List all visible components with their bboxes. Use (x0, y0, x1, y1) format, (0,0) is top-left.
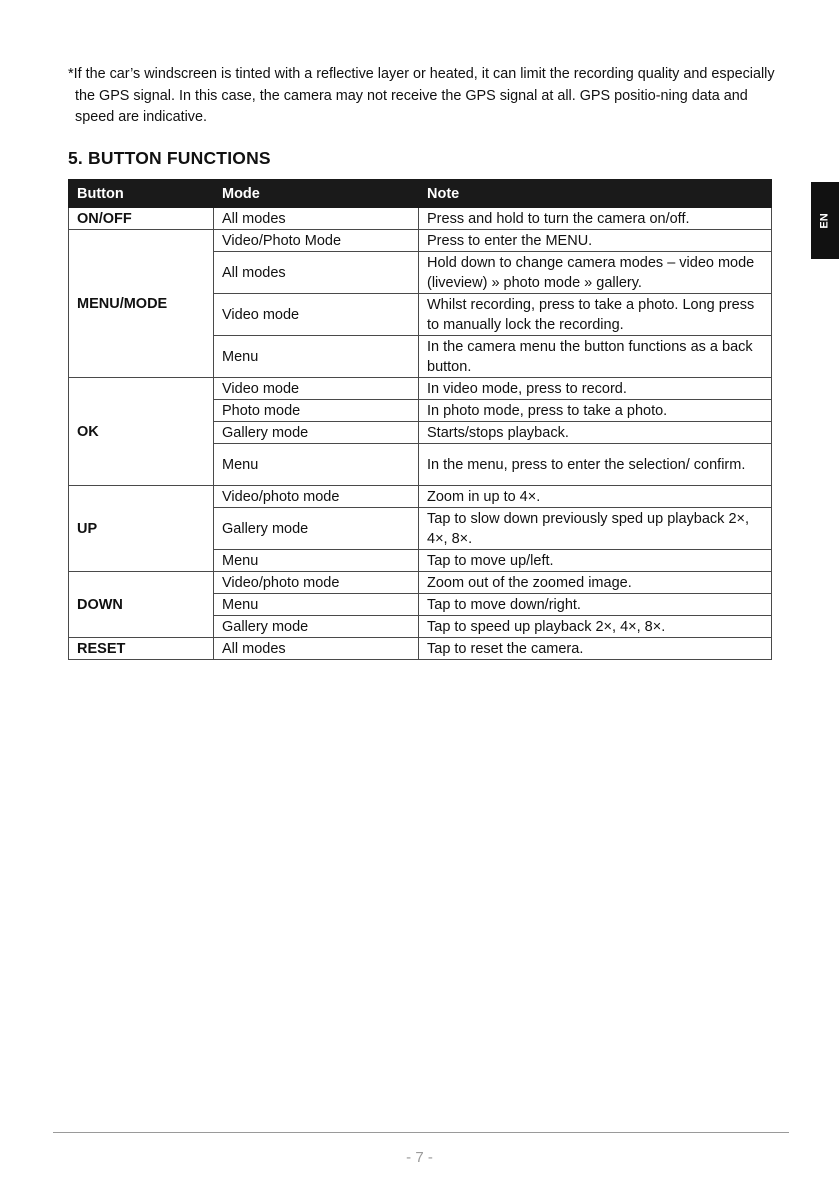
note-cell: Zoom in up to 4×. (419, 486, 772, 508)
language-tab (811, 182, 839, 259)
note-cell: Starts/stops playback. (419, 422, 772, 444)
mode-cell: Video/Photo Mode (214, 230, 419, 252)
note-cell: In the camera menu the button functions as a back button. (419, 336, 772, 378)
mode-cell: Menu (214, 444, 419, 486)
button-cell: RESET (69, 638, 214, 660)
table-row (69, 638, 772, 660)
table-row (69, 208, 772, 230)
button-cell: DOWN (69, 572, 214, 638)
note-cell: Tap to move down/right. (419, 594, 772, 616)
note-cell: Press to enter the MENU. (419, 230, 772, 252)
table-row (69, 378, 772, 400)
note-cell: Press and hold to turn the camera on/off. (419, 208, 772, 230)
mode-cell: Video mode (214, 294, 419, 336)
table-row (69, 230, 772, 252)
note-cell: Zoom out of the zoomed image. (419, 572, 772, 594)
table-header-row (69, 180, 772, 208)
note-cell: Tap to reset the camera. (419, 638, 772, 660)
button-cell: UP (69, 486, 214, 572)
header-mode: Mode (214, 180, 419, 208)
mode-cell: Photo mode (214, 400, 419, 422)
header-note: Note (419, 180, 772, 208)
note-cell: Tap to speed up playback 2×, 4×, 8×. (419, 616, 772, 638)
header-button: Button (69, 180, 214, 208)
note-cell: Hold down to change camera modes – video mode (liveview) » photo mode » gallery. (419, 252, 772, 294)
table-row (69, 486, 772, 508)
mode-cell: All modes (214, 638, 419, 660)
mode-cell: Gallery mode (214, 422, 419, 444)
button-cell: ON/OFF (69, 208, 214, 230)
note-cell: Tap to move up/left. (419, 550, 772, 572)
mode-cell: Video/photo mode (214, 572, 419, 594)
footnote-text: *If the car’s windscreen is tinted with a reflective layer or heated, it can limit the recording quality and especially the GPS signal. In this case, the camera may not receive the GPS signal at all. GPS positio-ning data and speed are indicative. (68, 66, 775, 125)
mode-cell: Video mode (214, 378, 419, 400)
note-cell: In the menu, press to enter the selection/ confirm. (419, 444, 772, 486)
mode-cell: Menu (214, 336, 419, 378)
note-cell: In video mode, press to record. (419, 378, 772, 400)
language-tab-label: EN (819, 212, 831, 229)
mode-cell: Menu (214, 550, 419, 572)
page-number: - 7 - (406, 1149, 433, 1166)
button-cell: MENU/MODE (69, 230, 214, 378)
note-cell: Tap to slow down previously sped up playback 2×, 4×, 8×. (419, 508, 772, 550)
mode-cell: All modes (214, 252, 419, 294)
note-cell: In photo mode, press to take a photo. (419, 400, 772, 422)
mode-cell: Gallery mode (214, 616, 419, 638)
footer-divider (53, 1132, 789, 1133)
mode-cell: Video/photo mode (214, 486, 419, 508)
button-functions-table (68, 179, 772, 660)
mode-cell: All modes (214, 208, 419, 230)
mode-cell: Menu (214, 594, 419, 616)
table-row (69, 572, 772, 594)
button-cell: OK (69, 378, 214, 486)
note-cell: Whilst recording, press to take a photo. Long press to manually lock the recording. (419, 294, 772, 336)
section-title: 5. BUTTON FUNCTIONS (68, 148, 271, 168)
mode-cell: Gallery mode (214, 508, 419, 550)
